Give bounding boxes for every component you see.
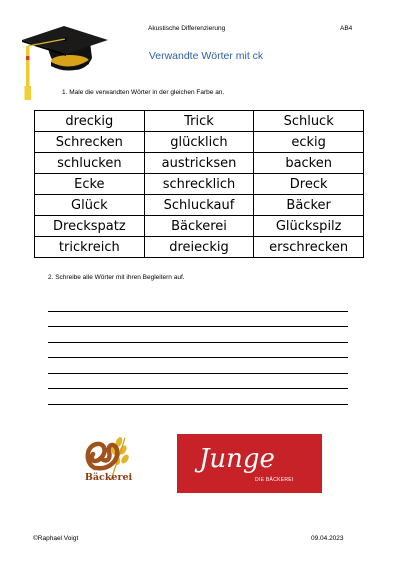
table-row — [35, 237, 364, 258]
junge-bakery-logo — [177, 434, 322, 493]
writing-lines — [48, 296, 348, 405]
word-cell: Trick — [144, 111, 254, 132]
word-cell: schlucken — [35, 153, 145, 174]
word-cell: Schluck — [254, 111, 364, 132]
table-row — [35, 132, 364, 153]
word-cell: Glückspilz — [254, 216, 364, 237]
word-cell: dreckig — [35, 111, 145, 132]
writing-line[interactable] — [48, 312, 348, 328]
word-cell: Schluckauf — [144, 195, 254, 216]
word-cell: schrecklich — [144, 174, 254, 195]
word-cell: Dreckspatz — [35, 216, 145, 237]
table-row — [35, 216, 364, 237]
word-cell: Bäcker — [254, 195, 364, 216]
brand-subtitle: DIE BÄCKEREI — [255, 477, 294, 483]
writing-line[interactable] — [48, 374, 348, 390]
writing-line[interactable] — [48, 389, 348, 405]
worksheet-subtitle: Verwandte Wörter mit ck — [148, 50, 264, 62]
footer-author: ©Raphael Voigt — [33, 535, 79, 542]
task1-instruction: 1. Male die verwandten Wörter in der gleichen Farbe an. — [62, 89, 225, 96]
table-row — [35, 195, 364, 216]
word-cell: erschrecken — [254, 237, 364, 258]
word-cell: austricksen — [144, 153, 254, 174]
writing-line[interactable] — [48, 358, 348, 374]
word-cell: Bäckerei — [144, 216, 254, 237]
word-cell: dreieckig — [144, 237, 254, 258]
brand-name: Junge — [199, 444, 275, 474]
word-cell: glücklich — [144, 132, 254, 153]
word-cell: Dreck — [254, 174, 364, 195]
table-row — [35, 174, 364, 195]
footer-date: 09.04.2023 — [311, 535, 344, 542]
word-cell: Ecke — [35, 174, 145, 195]
word-cell: Schrecken — [35, 132, 145, 153]
word-cell: trickreich — [35, 237, 145, 258]
word-cell: backen — [254, 153, 364, 174]
writing-line[interactable] — [48, 296, 348, 312]
word-cell: eckig — [254, 132, 364, 153]
writing-line[interactable] — [48, 343, 348, 359]
task2-instruction: 2. Schreibe alle Wörter mit ihren Begleitern auf. — [48, 274, 185, 281]
bakery-sign-label: Bäckerei — [84, 472, 133, 483]
header-title: Akustische Differenzierung — [148, 25, 226, 32]
table-row — [35, 153, 364, 174]
word-table — [34, 110, 364, 258]
word-cell: Glück — [35, 195, 145, 216]
writing-line[interactable] — [48, 327, 348, 343]
table-row — [35, 111, 364, 132]
worksheet-code: AB4 — [340, 25, 353, 32]
